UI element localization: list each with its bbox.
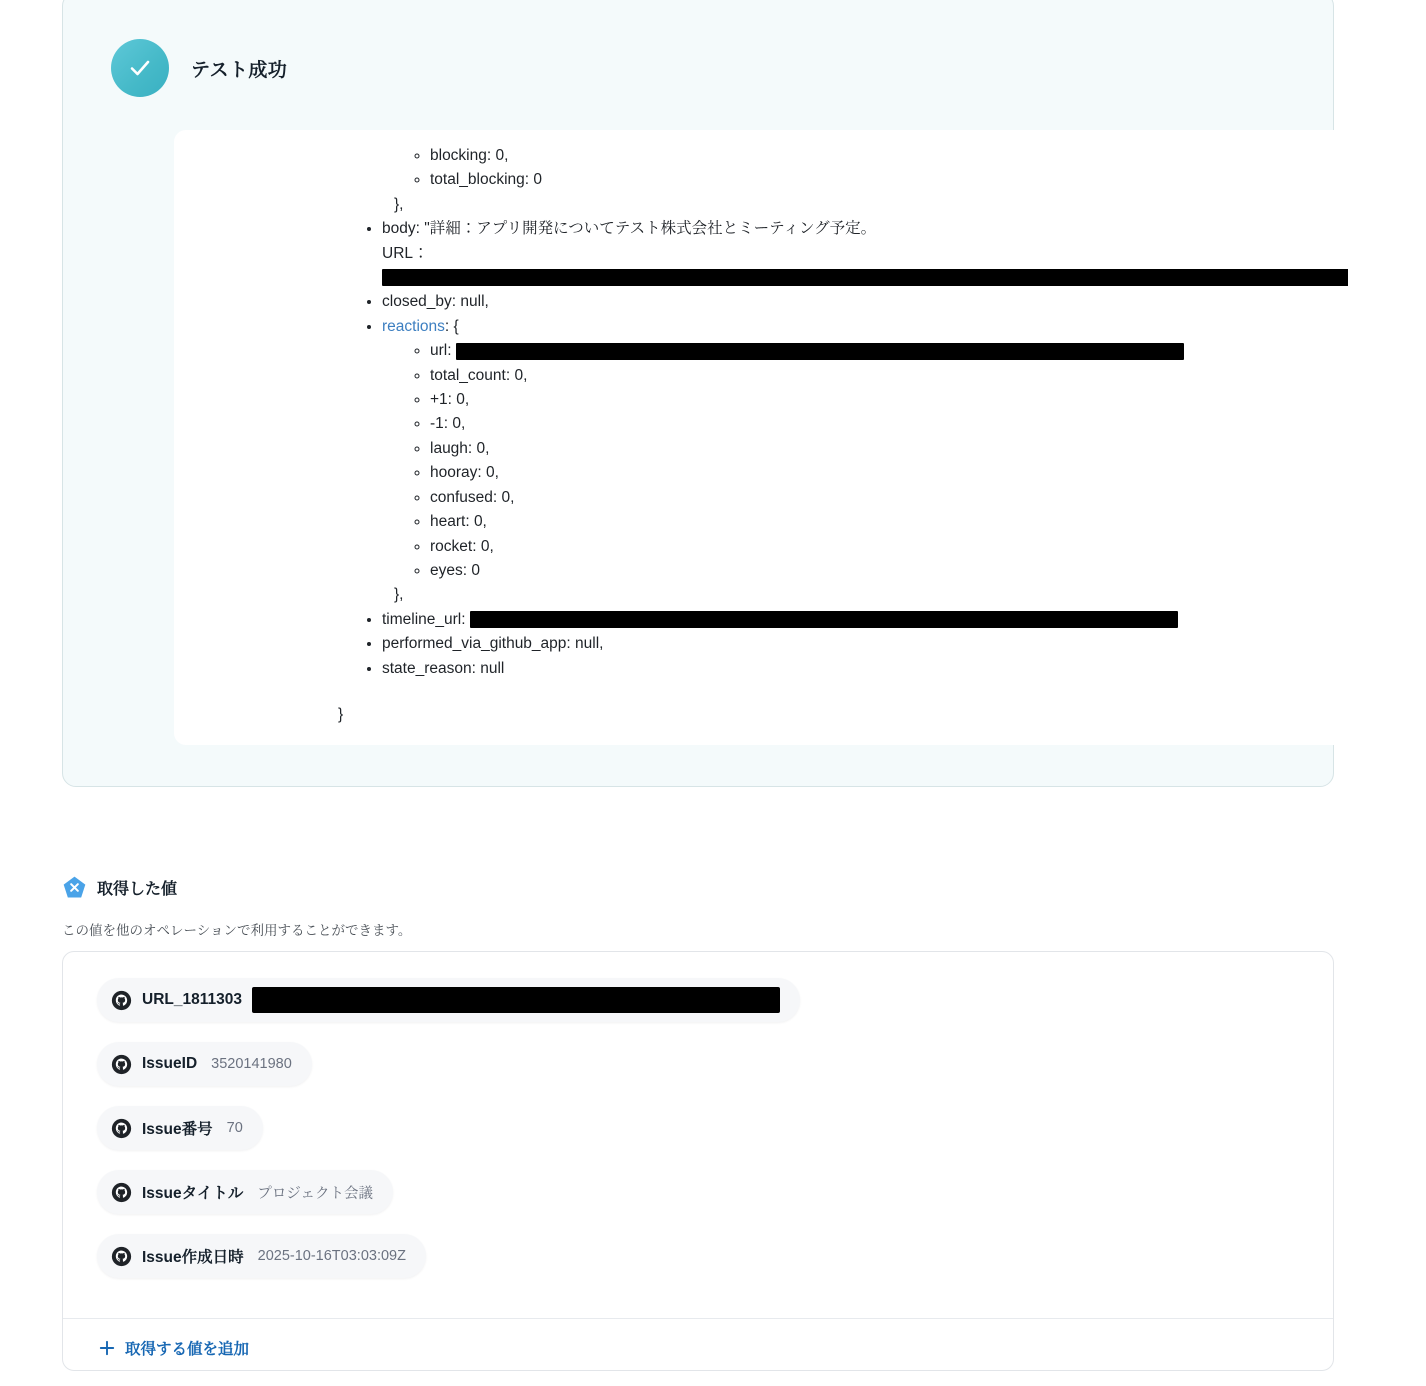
pentagon-x-icon: [62, 875, 87, 900]
success-header: [63, 0, 1333, 97]
chip-row: [97, 978, 1333, 1042]
json-sublist-wrapper: [382, 144, 1348, 193]
value-chip-issue-number[interactable]: [97, 1106, 263, 1150]
json-list-level1-c: [174, 608, 1348, 681]
chip-value: 2025-10-16T03:03:09Z: [257, 1248, 406, 1264]
json-line: ◦ total_count: 0,: [430, 364, 1348, 388]
github-icon: [111, 990, 132, 1011]
retrieved-values-subtitle: この値を他のオペレーションで利用することができます。: [62, 923, 412, 938]
chip-row: [97, 1042, 1333, 1106]
json-close-brace: },: [394, 195, 404, 213]
json-result-body: [174, 130, 1348, 727]
chip-value: 70: [226, 1120, 243, 1136]
json-close-brace: },: [394, 586, 404, 604]
chip-label: URL_1811303: [142, 991, 242, 1008]
json-line: • state_reason: null: [382, 657, 1348, 681]
json-line: ◦ eyes: 0: [430, 559, 1348, 583]
chip-label: Issue作成日時: [142, 1249, 244, 1266]
chip-row: [97, 1106, 1333, 1170]
value-chip-issue-created-at[interactable]: [97, 1234, 426, 1278]
json-line: ◦ blocking: 0,: [430, 144, 1348, 168]
success-title: テスト成功: [191, 59, 288, 81]
json-line: ◦ confused: 0,: [430, 486, 1348, 510]
redacted-value: [252, 987, 780, 1013]
plus-icon: [99, 1340, 115, 1356]
retrieved-values-title: 取得した値: [97, 881, 178, 898]
github-icon: [111, 1054, 132, 1075]
chip-value: 3520141980: [211, 1056, 292, 1072]
json-line: • closed_by: null,: [382, 290, 1348, 314]
github-icon: [111, 1182, 132, 1203]
chip-value: プロジェクト会議: [257, 1185, 374, 1202]
value-chip-issue-title[interactable]: [97, 1170, 393, 1214]
chip-row: [97, 1234, 1333, 1298]
json-line: ◦ heart: 0,: [430, 510, 1348, 534]
add-retrieved-value-button[interactable]: [99, 1337, 249, 1359]
json-list-level2: [382, 144, 1348, 193]
github-icon: [111, 1118, 132, 1139]
chip-label: Issue番号: [142, 1121, 213, 1138]
chip-label: IssueID: [142, 1055, 198, 1072]
test-success-panel: [62, 0, 1334, 787]
redacted-url: [456, 343, 1184, 360]
retrieved-values-header: [62, 875, 177, 900]
json-result-card: [174, 130, 1348, 745]
json-line-reactions: • reactions: { ◦ url: ◦ total_count: 0, ◦ +1: 0, ◦ -1: 0, ◦ laugh: 0, ◦ hooray: 0, ◦ confused: 0, ◦ heart: 0, ◦ rocket: 0, ◦ eyes: 0: [382, 315, 1348, 583]
json-list-level2-reactions: [382, 339, 1348, 583]
json-line: ◦ total_blocking: 0: [430, 168, 1348, 192]
json-line: • body: "詳細：アプリ開発についてテスト株式会社とミーティング予定。 URL：: [382, 217, 1348, 290]
value-chip-list: [63, 952, 1333, 1298]
add-retrieved-value-label: 取得する値を追加: [125, 1341, 250, 1358]
check-circle-icon: [111, 39, 169, 97]
json-line: ◦ +1: 0,: [430, 388, 1348, 412]
chip-label: Issueタイトル: [142, 1185, 244, 1202]
json-list-level1: [174, 144, 1348, 193]
json-line: ◦ hooray: 0,: [430, 461, 1348, 485]
redacted-url: [382, 269, 1348, 286]
json-line: ◦ url:: [430, 339, 1348, 363]
json-list-level1-b: [174, 217, 1348, 583]
value-chip-url[interactable]: [97, 978, 800, 1022]
value-chip-issue-id[interactable]: [97, 1042, 312, 1086]
divider: [63, 1318, 1333, 1319]
json-line: • performed_via_github_app: null,: [382, 632, 1348, 656]
retrieved-values-card: [62, 951, 1334, 1371]
redacted-url: [470, 611, 1178, 628]
json-line: ◦ rocket: 0,: [430, 535, 1348, 559]
json-line: ◦ laugh: 0,: [430, 437, 1348, 461]
json-line: • timeline_url:: [382, 608, 1348, 632]
json-root-close-brace: }: [338, 705, 344, 723]
json-line: ◦ -1: 0,: [430, 412, 1348, 436]
chip-row: [97, 1170, 1333, 1234]
github-icon: [111, 1246, 132, 1267]
